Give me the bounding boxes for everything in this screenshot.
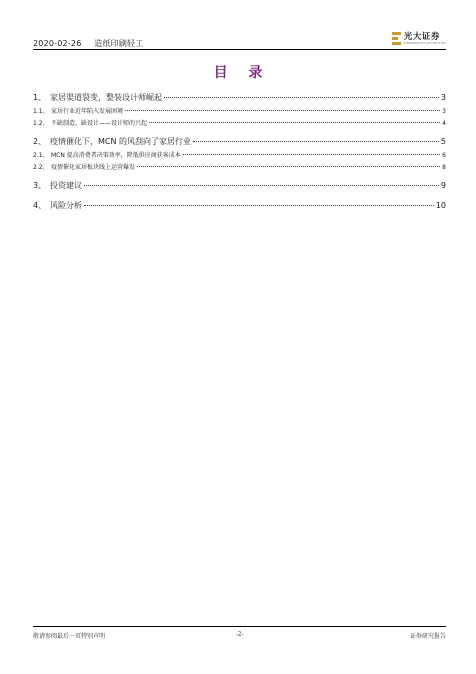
toc-entry-page: 5 (440, 137, 446, 146)
industry-name: 造纸印刷轻工 (94, 39, 144, 48)
toc-leader-dots (183, 154, 440, 155)
toc-entry-number: 2.1、 (33, 152, 49, 159)
toc-leader-dots (125, 110, 440, 111)
toc-leader-dots (164, 97, 439, 98)
toc-entry-title: 家居行业近年陷入发展困境 (51, 108, 124, 115)
toc-leader-dots (193, 141, 439, 142)
page-number: -2- (235, 631, 244, 638)
footer-disclaimer: 敬请参阅最后一页特别声明 (33, 633, 106, 640)
toc-entry-title: 疫情催化家居板块线上运营爆发 (51, 164, 136, 171)
toc-entry-page: 6 (442, 152, 446, 159)
company-logo (392, 30, 446, 48)
report-date: 2020-02-26 (33, 39, 82, 48)
toc-entry[interactable] (33, 90, 446, 106)
toc-entry-title: 家居渠道裂变，整装设计师崛起 (50, 93, 162, 102)
footer-divider (33, 626, 446, 627)
toc-leader-dots (137, 166, 440, 167)
toc-entry[interactable] (33, 150, 446, 162)
table-of-contents (33, 90, 446, 214)
toc-entry-title: 风险分析 (50, 201, 82, 210)
page-header (33, 30, 446, 48)
toc-entry-number: 1、 (33, 93, 47, 102)
toc-entry[interactable] (33, 162, 446, 174)
toc-entry-number: 2、 (33, 137, 47, 146)
toc-entry[interactable] (33, 198, 446, 214)
toc-entry-title: 疫情催化下，MCN 的风刮向了家居行业 (50, 137, 192, 146)
toc-entry[interactable] (33, 106, 446, 118)
toc-entry-number: 1.1、 (33, 108, 49, 115)
toc-leader-dots (84, 185, 439, 186)
page-footer (33, 626, 446, 642)
logo-english-name: EVERBRIGHT SECURITIES (403, 41, 446, 46)
toc-entry[interactable] (33, 134, 446, 150)
toc-entry-page: 8 (442, 164, 446, 171)
toc-entry[interactable] (33, 178, 446, 194)
toc-entry-number: 4、 (33, 201, 47, 210)
toc-entry-title: 不缺制造，缺设计——设计师的兴起 (51, 120, 148, 127)
toc-entry-number: 2.2、 (33, 164, 49, 171)
toc-entry-title: MCN 提高消费者决策效率，降低供应商获客成本 (51, 152, 181, 159)
toc-entry-page: 3 (440, 93, 446, 102)
toc-leader-dots (84, 205, 434, 206)
toc-entry-title: 投资建议 (50, 181, 82, 190)
toc-entry-page: 9 (440, 181, 446, 190)
toc-leader-dots (149, 122, 440, 123)
toc-entry-number: 1.2、 (33, 120, 49, 127)
footer-report-type: 证券研究报告 (409, 633, 446, 640)
toc-entry[interactable] (33, 118, 446, 130)
logo-chinese-name: 光大证券 (403, 31, 440, 42)
toc-entry-number: 3、 (33, 181, 47, 190)
toc-entry-page: 3 (442, 108, 446, 115)
toc-title: 目 录 (213, 65, 271, 81)
header-divider (33, 49, 446, 50)
toc-entry-page: 4 (442, 120, 446, 127)
logo-mark-icon (392, 32, 401, 46)
toc-entry-page: 10 (435, 201, 446, 210)
header-info (33, 38, 153, 49)
